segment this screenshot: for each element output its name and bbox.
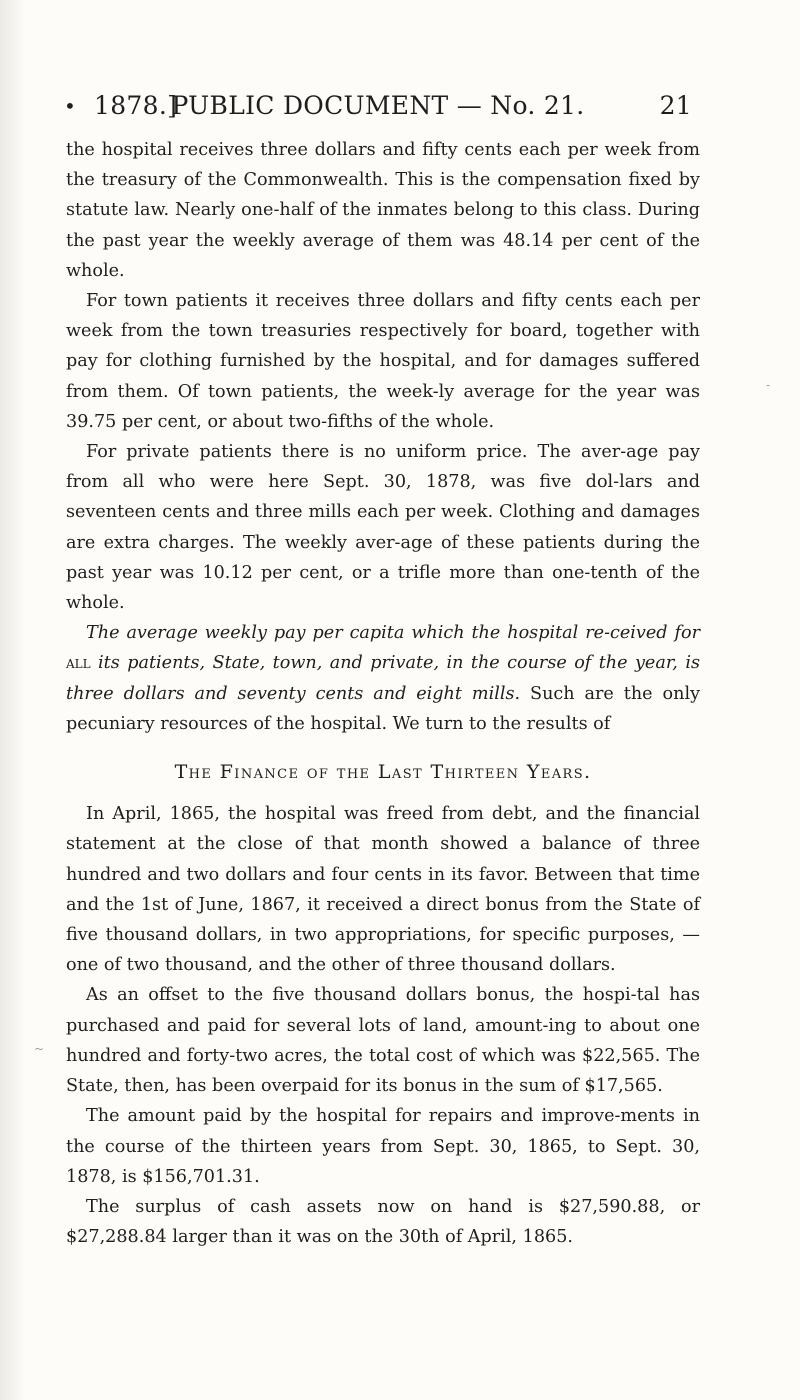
- paragraph: As an offset to the five thousand dollars bonus, the hospi-tal has purchased and paid for several lots of land, amount-ing to about one hundred and forty-two acres, the total cost of which was $22,565. The State, then, has been overpaid for its bonus in the sum of $17,565.: [66, 985, 700, 1097]
- paragraph: For town patients it receives three dollars and fifty cents each per week from the town treasuries respectively for board, together with pay for clothing furnished by the hospital, and for damages suffered from them. Of town patients, the week-ly average for the year was 39.75 per cent, or about two-fifths of the whole.: [66, 291, 700, 432]
- page-number: 21: [659, 91, 692, 120]
- small-caps-word: all: [66, 653, 91, 674]
- paragraph: The amount paid by the hospital for repairs and improve-ments in the course of the thirteen years from Sept. 30, 1865, to Sept. 30, 1878, is $156,701.31.: [66, 1106, 700, 1187]
- page-edge-shadow: [0, 0, 26, 1400]
- paragraph: The surplus of cash assets now on hand is $27,590.88, or $27,288.84 larger than it was on the 30th of April, 1865.: [66, 1196, 700, 1248]
- italic-text-end: its patients, State, town, and private, in the course of the year, is three dollars and seventy cents and eight mills.: [66, 653, 700, 704]
- body-text: [66, 135, 700, 1252]
- header-bullet: •: [64, 94, 77, 118]
- paragraph: the hospital receives three dollars and fifty cents each per week from the treasury of the Commonwealth. This is the compensation fixed by statute law. Nearly one-half of the inmates belong to this class. During the past year the weekly average of them was 48.14 per cent of the whole.: [66, 140, 700, 281]
- paragraph: In April, 1865, the hospital was freed from debt, and the financial statement at the close of that month showed a balance of three hundred and two dollars and four cents in its favor. Between that time and the 1st of June, 1867, it received a direct bonus from the State of five thousand dollars, in two appropriations, for specific purposes, — one of two thousand, and the other of three thousand dollars.: [66, 804, 700, 976]
- margin-mark: ~: [34, 1042, 45, 1056]
- running-header: [64, 86, 692, 126]
- header-title: PUBLIC DOCUMENT — No. 21.: [171, 91, 585, 120]
- paragraph-continuation: Such are the only pecuniary resources of the hospital. We turn to the results of: [66, 683, 701, 734]
- paragraph: For private patients there is no uniform price. The aver-age pay from all who were here Sept. 30, 1878, was five dol-lars and seventeen cents and three mills each per week. Clothing and damages are extra charges. The weekly aver-age of these patients during the past year was 10.12 per cent, or a trifle more than one-tenth of the whole.: [66, 442, 700, 614]
- header-year: 1878.]: [94, 91, 178, 120]
- italic-paragraph: [66, 618, 700, 739]
- italic-text-start: The average weekly pay per capita which the hospital re-ceived for: [86, 623, 700, 644]
- margin-mark: -: [766, 378, 771, 392]
- section-heading: The Finance of the Last Thirteen Years.: [174, 761, 592, 784]
